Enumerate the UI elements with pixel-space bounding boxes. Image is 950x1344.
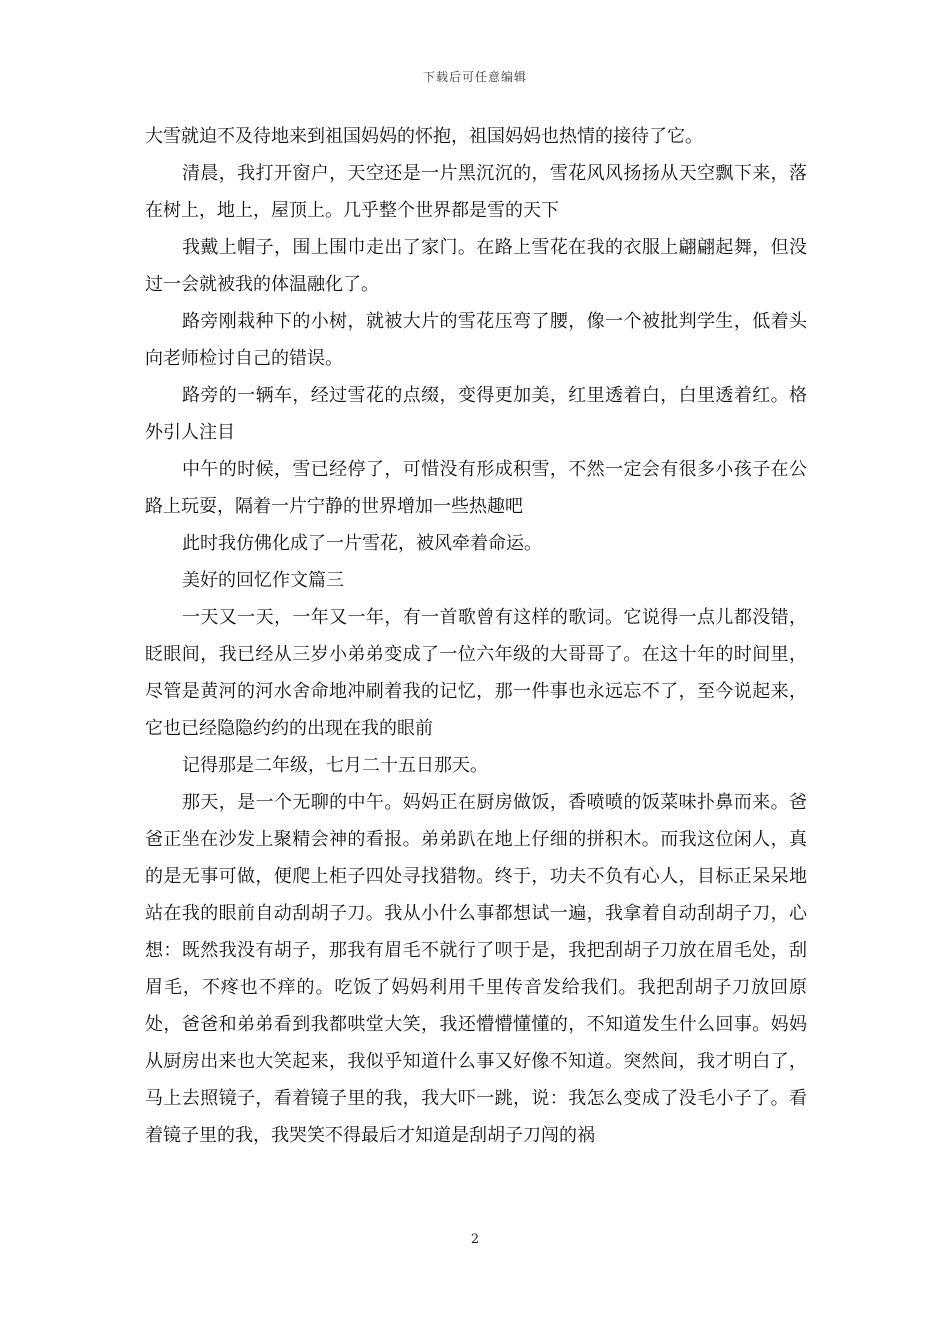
paragraph-2: 清晨，我打开窗户，天空还是一片黑沉沉的，雪花风风扬扬从天空飘下来，落在树上，地上，屋顶上。几乎整个世界都是雪的天下 (145, 163, 807, 221)
paragraph-4: 路旁刚栽种下的小树，就被大片的雪花压弯了腰，像一个被批判学生，低着头向老师检讨自己的错误。 (145, 311, 807, 369)
section-heading: 美好的回忆作文篇三 (182, 570, 344, 591)
paragraph-10: 记得那是二年级，七月二十五日那天。 (182, 755, 488, 776)
page-number: 2 (470, 1232, 480, 1247)
paragraph-7: 此时我仿佛化成了一片雪花，被风牵着命运。 (182, 533, 542, 554)
page-header: 下载后可任意编辑 (422, 70, 527, 84)
paragraph-5: 路旁的一辆车，经过雪花的点缀，变得更加美，红里透着白，白里透着红。格外引人注目 (145, 385, 807, 443)
paragraph-3: 我戴上帽子，围上围巾走出了家门。在路上雪花在我的衣服上翩翩起舞，但没过一会就被我的体温融化了。 (145, 237, 807, 295)
paragraph-1: 大雪就迫不及待地来到祖国妈妈的怀抱，祖国妈妈也热情的接待了它。 (145, 126, 703, 147)
paragraph-11: 那天，是一个无聊的中午。妈妈正在厨房做饭，香喷喷的饭菜味扑鼻而来。爸爸正坐在沙发上聚精会神的看报。弟弟趴在地上仔细的拼积木。而我这位闲人，真的是无事可做，便爬上柜子四处寻找猎物。终于，功夫不负有心人，目标正呆呆地站在我的眼前自动刮胡子刀。我从小什么事都想试一遍，我拿着自动刮胡子刀，心想：既然我没有胡子，那我有眉毛不就行了呗于是，我把刮胡子刀放在眉毛处，刮眉毛，不疼也不痒的。吃饭了妈妈利用千里传音发给我们。我把刮胡子刀放回原处，爸爸和弟弟看到我都哄堂大笑，我还懵懵懂懂的，不知道发生什么回事。妈妈从厨房出来也大笑起来，我似乎知道什么事又好像不知道。突然间，我才明白了，马上去照镜子，看着镜子里的我，我大吓一跳，说：我怎么变成了没毛小子了。看着镜子里的我，我哭笑不得最后才知道是刮胡子刀闯的祸 (145, 792, 807, 1146)
document-body (145, 118, 807, 1154)
paragraph-6: 中午的时候，雪已经停了，可惜没有形成积雪，不然一定会有很多小孩子在公路上玩耍，隔着一片宁静的世界增加一些热趣吧 (145, 459, 807, 517)
paragraph-9: 一天又一天，一年又一年，有一首歌曾有这样的歌词。它说得一点儿都没错，眨眼间，我已经从三岁小弟弟变成了一位六年级的大哥哥了。在这十年的时间里，尽管是黄河的河水舍命地冲刷着我的记忆，那一件事也永远忘不了，至今说起来，它也已经隐隐约约的出现在我的眼前 (145, 607, 807, 739)
